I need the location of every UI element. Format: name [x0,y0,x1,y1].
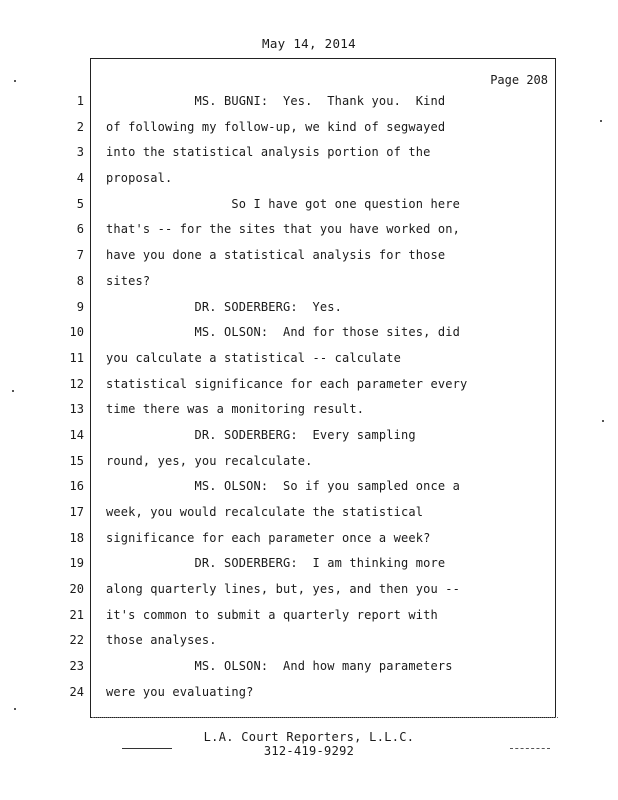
transcript-line: significance for each parameter once a week? [106,530,431,545]
line-number: 20 [69,582,84,597]
line-number: 16 [69,479,84,494]
footer-phone-number: 312-419-9292 [263,744,355,758]
line-number-column [60,89,84,706]
transcript-line: DR. SODERBERG: I am thinking more [106,556,446,571]
line-number: 22 [69,633,84,648]
line-number: 13 [69,402,84,417]
line-number: 18 [69,530,84,545]
transcript-line: MS. BUGNI: Yes. Thank you. Kind [106,94,446,108]
line-number: 2 [76,119,84,134]
transcript-line: you calculate a statistical -- calculate [106,350,401,365]
transcript-line: into the statistical analysis portion of the [106,145,431,160]
transcript-text [106,89,546,706]
line-number: 1 [76,94,84,108]
scan-speck [600,120,602,122]
footer-rule-right [510,748,550,749]
footer-firm-name: L.A. Court Reporters, L.L.C. [203,730,415,744]
transcript-line: week, you would recalculate the statistical [106,505,424,519]
transcript-line: So I have got one question here [106,196,460,211]
transcript-line: have you done a statistical analysis for those [106,248,446,263]
transcript-line: MS. OLSON: And for those sites, did [106,325,460,340]
scan-speck [14,708,16,710]
header-date: May 14, 2014 [262,36,356,51]
transcript-line: round, yes, you recalculate. [106,453,313,468]
transcript-line: statistical significance for each parameter every [106,376,468,391]
line-number: 23 [69,659,84,674]
scan-speck [14,80,16,82]
scan-speck [12,390,14,392]
transcript-line: MS. OLSON: And how many parameters [106,659,453,674]
line-number: 3 [76,145,84,160]
line-number: 15 [69,453,84,468]
transcript-line: were you evaluating? [106,684,254,699]
transcript-line: that's -- for the sites that you have worked on, [106,222,460,237]
line-number: 11 [69,350,84,365]
line-number: 5 [76,196,84,211]
line-number: 6 [76,222,84,237]
transcript-line: DR. SODERBERG: Yes. [106,299,342,314]
scan-speck [602,420,604,422]
line-number: 19 [69,556,84,571]
page-number: Page 208 [490,73,548,87]
line-number: 17 [69,505,84,519]
transcript-line: MS. OLSON: So if you sampled once a [106,479,460,494]
transcript-line: those analyses. [106,633,217,648]
line-number: 24 [69,684,84,699]
line-number: 21 [69,607,84,622]
transcript-line: it's common to submit a quarterly report with [106,607,438,622]
transcript-line: along quarterly lines, but, yes, and then you -- [106,582,460,597]
frame-bottom-edge [92,717,558,721]
transcript-line: sites? [106,273,151,288]
line-number: 7 [76,248,84,263]
transcript-line: proposal. [106,171,173,186]
line-number: 12 [69,376,84,391]
transcript-line: of following my follow-up, we kind of segwayed [106,119,446,134]
transcript-line: time there was a monitoring result. [106,402,365,417]
transcript-line: DR. SODERBERG: Every sampling [106,427,416,442]
line-number: 10 [69,325,84,340]
line-number: 9 [76,299,84,314]
line-number: 4 [76,171,84,186]
line-number: 14 [69,427,84,442]
line-number: 8 [76,273,84,288]
